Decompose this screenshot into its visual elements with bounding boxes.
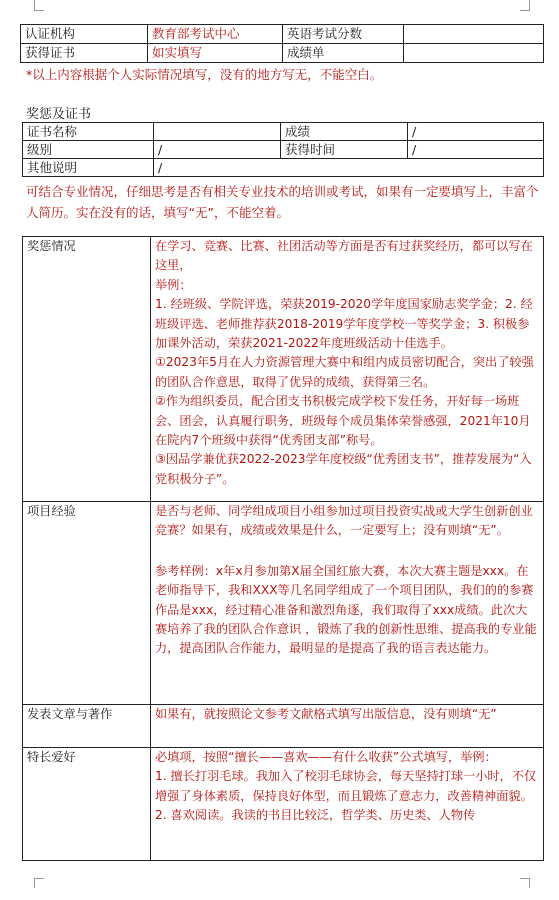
instruction-note: *以上内容根据个人实际情况填写，没有的地方写无，不能空白。 xyxy=(26,67,383,82)
instruction-note: 可结合专业情况，仔细思考是否有相关专业技术的培训或考试，如果有一定要填写上，丰富个人简历。实在没有的话，填写“无”，不能空着。 xyxy=(26,184,539,220)
paragraph: ①2023年5月在人力资源管理大赛中和组内成员密切配合，突出了较强的团队合作意思，取得了优异的成绩，获得第三名。 xyxy=(155,355,534,389)
table-cell-value xyxy=(404,25,544,44)
corner-mark xyxy=(34,0,44,11)
table-row xyxy=(23,705,544,748)
table-cell-value xyxy=(404,44,544,63)
project-label: 项目经验 xyxy=(23,502,151,705)
table-cell-value: 教育部考试中心 xyxy=(148,25,283,44)
publications-label: 发表文章与著作 xyxy=(23,705,151,748)
table-cell-value xyxy=(154,123,281,141)
hobbies-label: 特长爱好 xyxy=(23,748,151,861)
paragraph: 必填项，按照“擅长——喜欢——有什么收获”公式填写，举例： xyxy=(155,750,497,764)
table-cell-label: 成绩单 xyxy=(283,44,404,63)
section-title: 奖惩及证书 xyxy=(26,107,92,122)
table-row xyxy=(23,502,544,705)
awards-label: 奖惩情况 xyxy=(23,237,151,502)
table-cell-label: 获得时间 xyxy=(281,141,408,159)
table-cell-label: 获得证书 xyxy=(21,44,148,63)
paragraph: 参考样例：x年x月参加第X届全国红旅大赛，本次大赛主题是xxx。在老师指导下，我和XXX等几名同学组成了一个项目团队，我们的的参赛作品是xxx，经过精心准备和激烈角逐，我们取得了xxx成绩。此次大赛培养了我的团队合作意识 ，锻炼了我的创新性思维、提高我的专业能力，提高团队合作能力，最明显的是提高了我的语言表达能力。 xyxy=(155,563,537,656)
table-cell-value: 如实填写 xyxy=(148,44,283,63)
paragraph: 在学习、竞赛、比赛、社团活动等方面是否有过获奖经历，都可以写在这里， xyxy=(155,239,533,273)
table-cell-label: 级别 xyxy=(23,141,154,159)
table-row xyxy=(21,44,544,63)
corner-mark xyxy=(520,0,530,11)
table-cell-label: 成绩 xyxy=(281,123,408,141)
paragraph: ③因品学兼优获2022-2023学年度校级“优秀团支书”，推荐发展为“入党积极分子”。 xyxy=(155,452,532,486)
table-cell-label: 证书名称 xyxy=(23,123,154,141)
hobbies-content xyxy=(151,748,544,861)
table-row xyxy=(23,237,544,502)
resume-detail-table xyxy=(22,236,544,861)
paragraph: ②作为组织委员，配合团支书积极完成学校下发任务，开好每一场班会、团会，认真履行职务，班级每个成员集体荣誉感强，2021年10月在院内7个班级中获得“优秀团支部”称号。 xyxy=(155,394,531,448)
table-row xyxy=(23,748,544,861)
table-cell-label: 英语考试分数 xyxy=(283,25,404,44)
project-content xyxy=(151,502,544,705)
publications-content xyxy=(151,705,544,748)
table-row xyxy=(23,159,544,177)
paragraph: 如果有，就按照论文参考文献格式填写出版信息，没有则填“无” xyxy=(155,707,497,721)
table-row xyxy=(23,141,544,159)
table-cell-value: / xyxy=(408,141,544,159)
table-cell-value: / xyxy=(154,141,281,159)
table-cell-value: / xyxy=(408,123,544,141)
paragraph: 举例： xyxy=(155,277,192,292)
table-cell-value: / xyxy=(154,159,544,177)
paragraph: 1. 经班级、学院评选，荣获2019-2020学年度国家励志奖学金；2. 经班级评选、老师推荐获2018-2019学年度学校一等奖学金；3. 积极参加课外活动，荣获2021-2022年度班级活动十佳选手。 xyxy=(155,297,533,351)
corner-mark xyxy=(520,878,530,888)
table-cell-label: 其他说明 xyxy=(23,159,154,177)
certificate-table xyxy=(20,24,544,63)
paragraph: 1. 擅长打羽毛球。我加入了校羽毛球协会，每天坚持打球一小时，不仅增强了身体素质，保持良好体型，而且锻炼了意志力，改善精神面貌。 xyxy=(155,769,537,803)
table-row xyxy=(23,123,544,141)
table-cell-label: 认证机构 xyxy=(21,25,148,44)
spacer xyxy=(155,541,539,562)
paragraph: 2. 喜欢阅读。我读的书目比较泛，哲学类、历史类、人物传 xyxy=(155,808,476,823)
paragraph: 是否与老师、同学组成项目小组参加过项目投资实战或大学生创新创业竞赛？如果有，成绩或效果是什么，一定要写上；没有则填“无”。 xyxy=(155,504,533,538)
corner-mark xyxy=(34,878,44,888)
awards-certificate-table xyxy=(22,122,544,177)
table-row xyxy=(21,25,544,44)
awards-content xyxy=(151,237,544,502)
